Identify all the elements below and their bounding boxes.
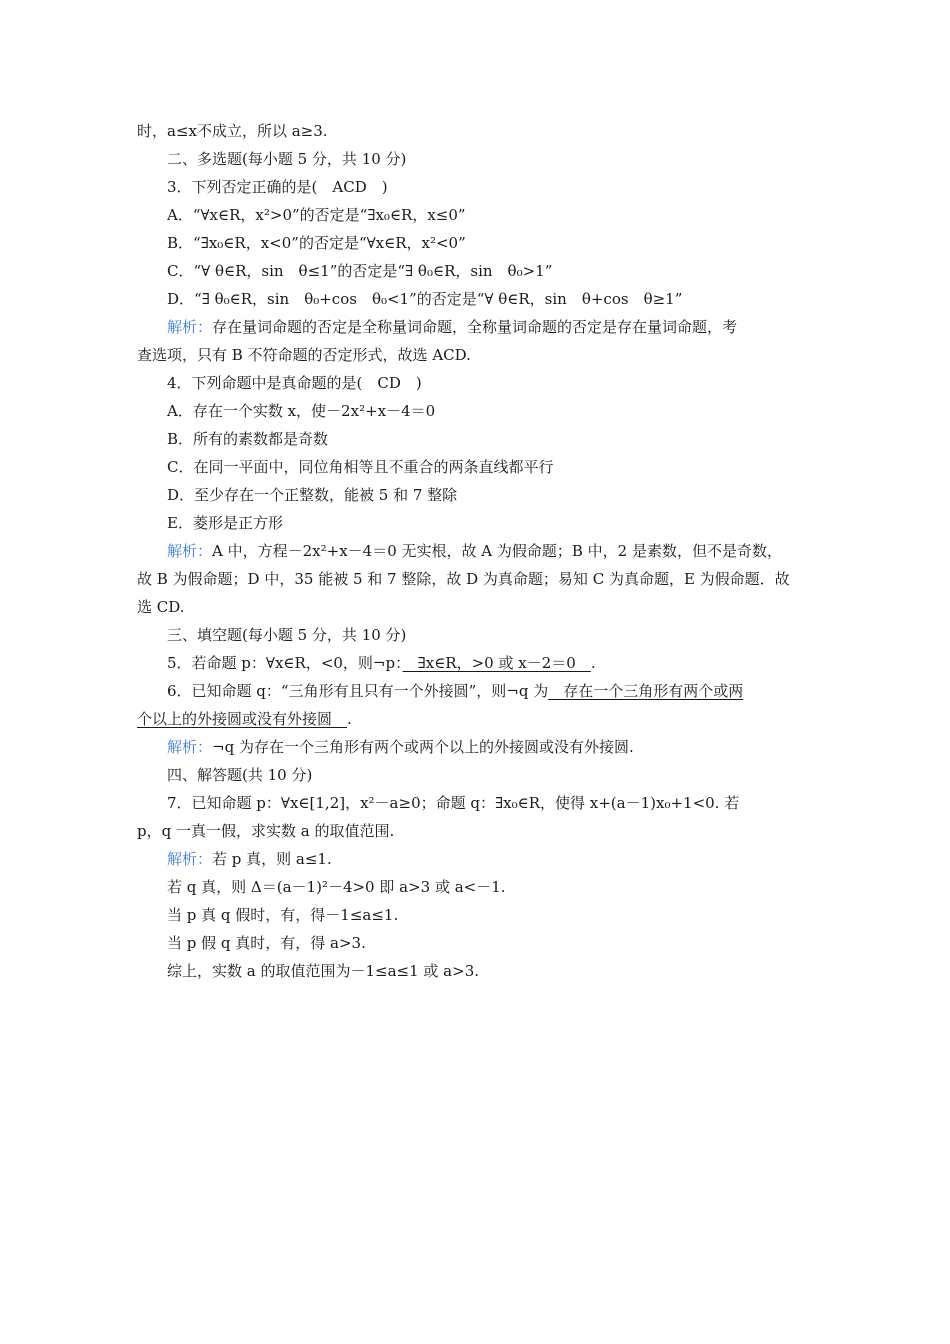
question-4-option-e: E．菱形是正方形	[167, 514, 283, 532]
analysis-label: 解析：	[167, 542, 213, 560]
answer-blank: 存在一个三角形有两个或两	[548, 682, 744, 700]
question-7-analysis: 解析：若 p 真，则 a≤1.	[167, 850, 332, 868]
analysis-label: 解析：	[167, 850, 213, 868]
question-6: 6．已知命题 q：“三角形有且只有一个外接圆”，则¬q 为 存在一个三角形有两个或两	[167, 682, 744, 700]
question-4-option-a: A．存在一个实数 x，使－2x²+x－4＝0	[167, 402, 436, 420]
answer-blank: 个以上的外接圆或没有外接圆	[137, 710, 348, 728]
question-4-analysis-cont-1: 故 B 为假命题；D 中，35 能被 5 和 7 整除，故 D 为真命题；易知 C 为真命题，E 为假命题．故	[137, 570, 790, 588]
question-7-step-2: 当 p 真 q 假时，有，得－1≤a≤1.	[167, 906, 399, 924]
question-7-step-3: 当 p 假 q 真时，有，得 a>3.	[167, 934, 366, 952]
question-3: 3．下列否定正确的是( ACD )	[167, 178, 388, 196]
question-4: 4．下列命题中是真命题的是( CD )	[167, 374, 422, 392]
analysis-label: 解析：	[167, 318, 213, 336]
question-3-option-d: D．“∃ θ₀∈R，sin θ₀+cos θ₀<1”的否定是“∀ θ∈R，sin θ+cos θ≥1”	[167, 290, 683, 308]
question-7-step-1: 若 q 真，则 Δ＝(a－1)²－4>0 即 a>3 或 a<－1.	[167, 878, 506, 896]
question-4-option-d: D．至少存在一个正整数，能被 5 和 7 整除	[167, 486, 458, 504]
section-heading-fill-in: 三、填空题(每小题 5 分，共 10 分)	[167, 626, 407, 644]
question-4-option-c: C．在同一平面中，同位角相等且不重合的两条直线都平行	[167, 458, 554, 476]
section-heading-multiple-choice: 二、多选题(每小题 5 分，共 10 分)	[167, 150, 407, 168]
answer-blank: ∃x∈R，>0 或 x－2＝0	[402, 654, 591, 672]
question-4-analysis-cont-2: 选 CD.	[137, 598, 185, 616]
question-3-option-b: B．“∃x₀∈R，x<0”的否定是“∀x∈R，x²<0”	[167, 234, 466, 252]
question-7: 7．已知命题 p：∀x∈[1,2]，x²－a≥0；命题 q：∃x₀∈R，使得 x+(a－1)x₀+1<0. 若	[167, 794, 740, 812]
question-3-analysis: 解析：存在量词命题的否定是全称量词命题，全称量词命题的否定是存在量词命题，考	[167, 318, 738, 336]
question-3-option-c: C．“∀ θ∈R，sin θ≤1”的否定是“∃ θ₀∈R，sin θ₀>1”	[167, 262, 553, 280]
analysis-label: 解析：	[167, 738, 213, 756]
question-3-option-a: A．“∀x∈R，x²>0”的否定是“∃x₀∈R，x≤0”	[167, 206, 466, 224]
question-6-analysis: 解析：¬q 为存在一个三角形有两个或两个以上的外接圆或没有外接圆.	[167, 738, 634, 756]
section-heading-solution: 四、解答题(共 10 分)	[167, 766, 313, 784]
text-line-1: 时，a≤x不成立，所以 a≥3.	[137, 122, 328, 140]
question-3-analysis-cont: 查选项，只有 B 不符命题的否定形式，故选 ACD.	[137, 346, 471, 364]
question-7-cont: p，q 一真一假，求实数 a 的取值范围.	[137, 822, 395, 840]
question-7-conclusion: 综上，实数 a 的取值范围为－1≤a≤1 或 a>3.	[167, 962, 480, 980]
question-6-cont: 个以上的外接圆或没有外接圆 .	[137, 710, 352, 728]
question-4-analysis: 解析：A 中，方程－2x²+x－4＝0 无实根，故 A 为假命题；B 中，2 是素数，但不是奇数，	[167, 542, 782, 560]
question-4-option-b: B．所有的素数都是奇数	[167, 430, 329, 448]
question-5: 5．若命题 p：∀x∈R，<0，则¬p： ∃x∈R，>0 或 x－2＝0 .	[167, 654, 596, 672]
